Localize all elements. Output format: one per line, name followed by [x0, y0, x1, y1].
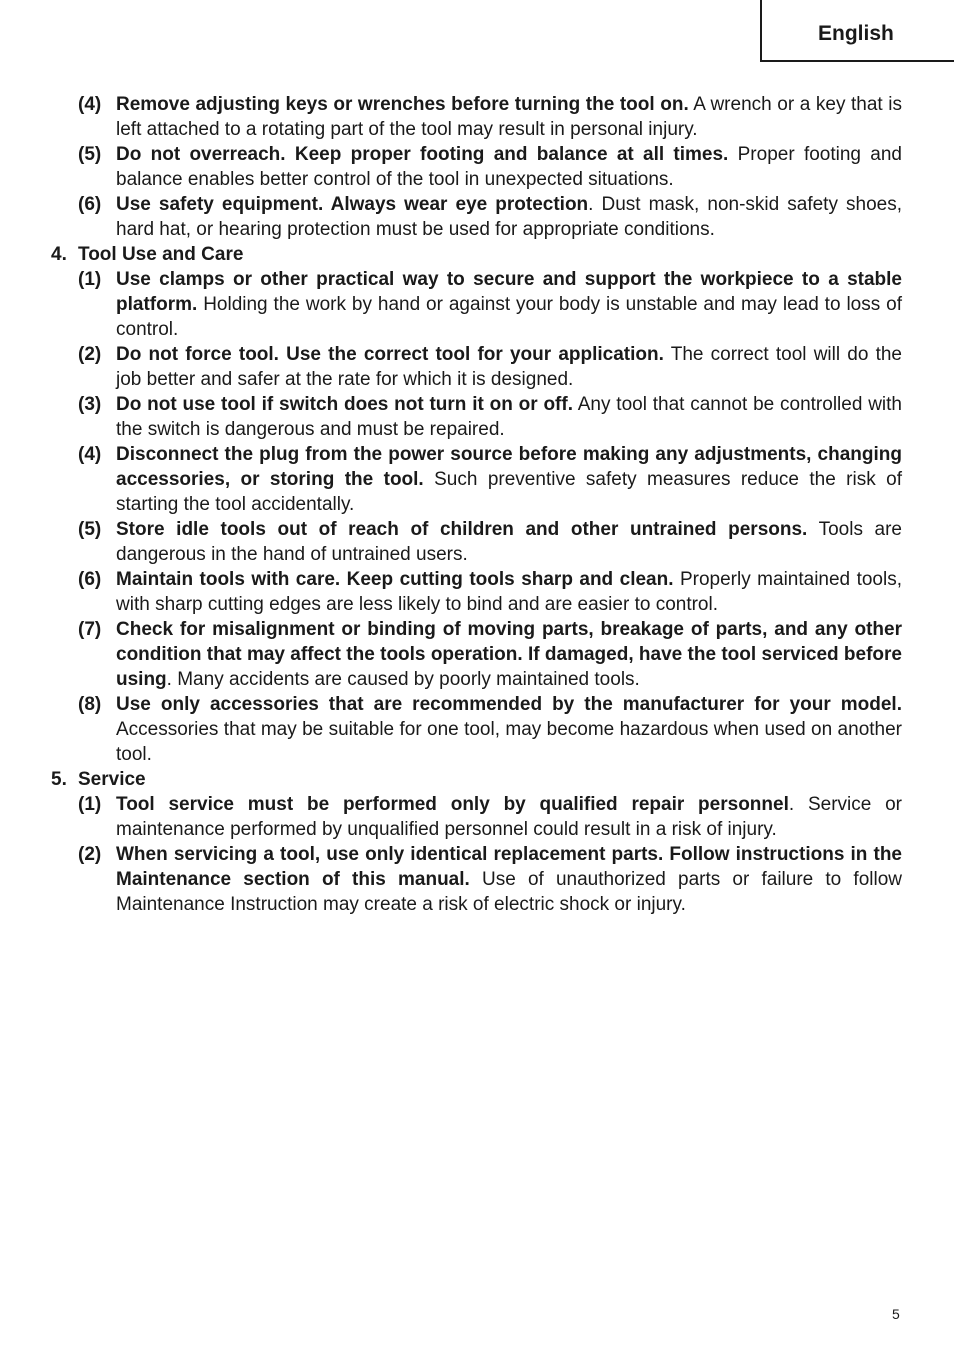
list-item	[78, 567, 902, 617]
item-text: . Many accidents are caused by poorly maintained tools.	[166, 669, 640, 690]
item-text: Such preventive safety measures reduce the risk of starting the tool accidentally.	[116, 469, 902, 515]
document-body	[0, 92, 954, 917]
list-item	[78, 517, 903, 567]
section-title: Tool Use and Care	[78, 244, 244, 265]
item-bold-text: Do not use tool if switch does not turn it on or off.	[116, 394, 573, 415]
item-text: Accessories that may be suitable for one tool, may become hazardous when used on another tool.	[116, 719, 902, 765]
item-marker: (1)	[78, 794, 102, 815]
item-text: A wrench or a key that is left attached to a rotating part of the tool may result in personal injury.	[116, 94, 903, 140]
item-text: . Service or maintenance performed by unqualified personnel could result in a risk of injury.	[116, 794, 903, 840]
item-bold-text: Store idle tools out of reach of children and other untrained persons.	[116, 519, 808, 540]
item-bold-text: Check for misalignment or binding of moving parts, breakage of parts, and any other condition that may affect the tools operation. If damaged, have the tool serviced before using	[116, 619, 902, 690]
item-text: Any tool that cannot be controlled with the switch is dangerous and must be repaired.	[116, 394, 902, 440]
item-bold-text: Tool service must be performed only by qualified repair personnel	[116, 794, 789, 815]
list-item	[78, 692, 902, 767]
page-number: 5	[892, 1306, 900, 1322]
list-item	[78, 792, 903, 842]
list-item	[78, 142, 902, 192]
item-bold-text: Do not force tool. Use the correct tool for your application.	[116, 344, 664, 365]
language-label: English	[818, 22, 894, 45]
item-marker: (1)	[78, 269, 102, 290]
item-bold-text: Disconnect the plug from the power source before making any adjustments, changing accessories, or storing the tool.	[116, 444, 902, 490]
list-item	[78, 192, 902, 242]
section-number: 5.	[51, 769, 67, 790]
item-text: The correct tool will do the job better and safer at the rate for which it is designed.	[116, 344, 902, 390]
item-bold-text: Use clamps or other practical way to secure and support the workpiece to a stable platform.	[116, 269, 902, 315]
item-marker: (6)	[78, 569, 102, 590]
list-item	[78, 842, 902, 917]
list-item	[78, 92, 903, 142]
item-bold-text: Remove adjusting keys or wrenches before turning the tool on.	[116, 94, 689, 115]
item-text: . Dust mask, non-skid safety shoes, hard hat, or hearing protection must be used for appropriate conditions.	[116, 194, 902, 240]
item-text: Holding the work by hand or against your body is unstable and may lead to loss of control.	[116, 294, 902, 340]
list-item	[78, 442, 902, 517]
item-bold-text: Use only accessories that are recommended by the manufacturer for your model.	[116, 694, 902, 715]
item-text: Use of unauthorized parts or failure to follow Maintenance Instruction may create a risk of electric shock or injury.	[116, 869, 902, 915]
item-marker: (8)	[78, 694, 102, 715]
item-marker: (5)	[78, 144, 102, 165]
item-bold-text: When servicing a tool, use only identical replacement parts. Follow instructions in the Maintenance section of this manual.	[116, 844, 902, 890]
item-text: Tools are dangerous in the hand of untrained users.	[116, 519, 903, 565]
section-title: Service	[78, 769, 146, 790]
item-text: Proper footing and balance enables better control of the tool in unexpected situations.	[116, 144, 902, 190]
list-item	[78, 342, 902, 392]
item-bold-text: Use safety equipment. Always wear eye protection	[116, 194, 589, 215]
section-heading-tool-use	[0, 242, 954, 267]
item-marker: (2)	[78, 844, 102, 865]
section-number: 4.	[51, 244, 67, 265]
list-item	[78, 617, 902, 692]
list-item	[78, 392, 902, 442]
item-marker: (6)	[78, 194, 102, 215]
item-marker: (5)	[78, 519, 102, 540]
list-item	[78, 267, 902, 342]
item-marker: (4)	[78, 94, 102, 115]
section-heading-service	[0, 767, 954, 792]
item-marker: (4)	[78, 444, 102, 465]
item-text: Properly maintained tools, with sharp cutting edges are less likely to bind and are easier to control.	[116, 569, 902, 615]
item-marker: (2)	[78, 344, 102, 365]
item-marker: (3)	[78, 394, 102, 415]
item-bold-text: Do not overreach. Keep proper footing and balance at all times.	[116, 144, 729, 165]
item-marker: (7)	[78, 619, 102, 640]
item-bold-text: Maintain tools with care. Keep cutting tools sharp and clean.	[116, 569, 674, 590]
language-tab	[760, 0, 954, 62]
